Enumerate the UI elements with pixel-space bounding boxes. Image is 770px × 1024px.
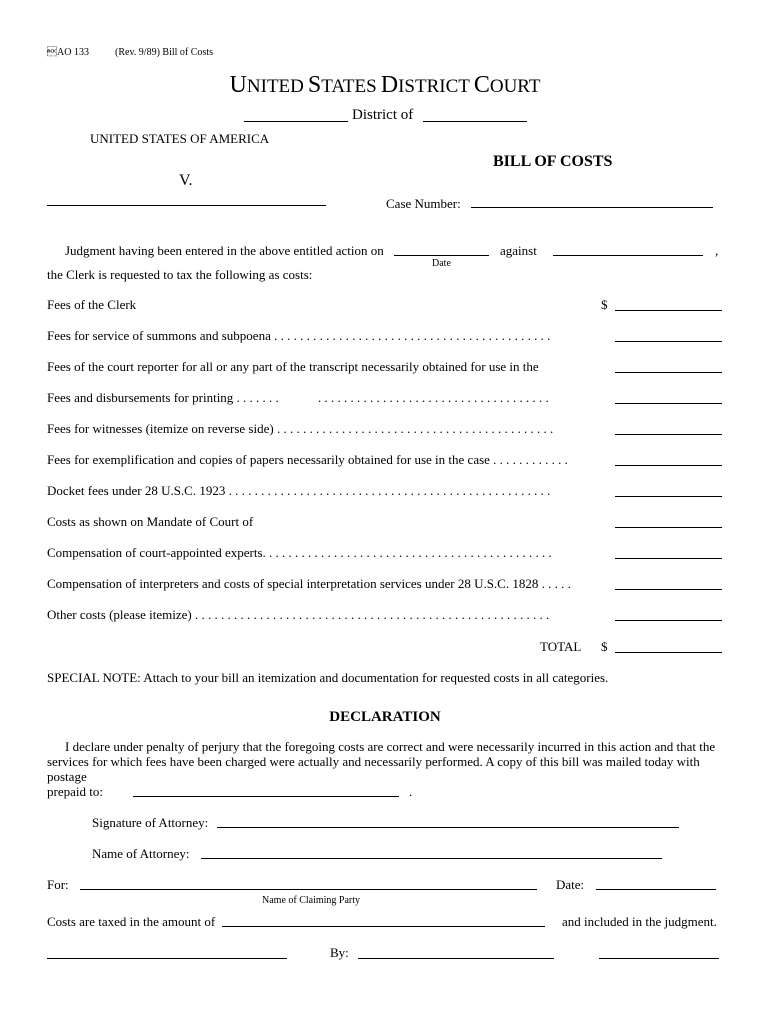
claiming-party-caption: Name of Claiming Party [262, 895, 361, 906]
taxed-amount-field[interactable] [222, 926, 545, 927]
signature-label: Signature of Attorney: [92, 815, 209, 830]
amount-field-experts[interactable] [615, 558, 722, 559]
taxed-date-field[interactable] [599, 958, 719, 959]
date-label: Date: [556, 877, 585, 892]
district-of-label: District of [352, 107, 414, 123]
cost-item-experts: Compensation of court-appointed experts. . . . . . . . . . . . . . . . . . . . . . . . . . . . . . . . . . . . . . . . . . . . . [47, 545, 552, 560]
district-field[interactable] [423, 121, 527, 122]
amount-field-interpreters[interactable] [615, 589, 722, 590]
amount-field-printing[interactable] [615, 403, 722, 404]
clerk-of-court-field[interactable] [47, 958, 287, 959]
printing-dots: . . . . . . . . . . . . . . . . . . . . . . . . . . . . . . . . . . . . [318, 390, 549, 405]
declaration-prepaid-label: prepaid to: [47, 784, 103, 799]
claiming-party-field[interactable] [80, 889, 537, 890]
cost-item-witnesses: Fees for witnesses (itemize on reverse side) . . . . . . . . . . . . . . . . . . . . . . . . . . . . . . . . . . . . . . . . . . . [47, 421, 554, 436]
clerk-request-text: the Clerk is requested to tax the following as costs: [47, 267, 313, 282]
cost-item-reporter: Fees of the court reporter for all or any part of the transcript necessarily obtained for use in the [47, 359, 539, 374]
date-caption: Date [432, 258, 451, 269]
case-number-field[interactable] [471, 207, 713, 208]
district-name-field[interactable] [244, 121, 348, 122]
mailed-to-field[interactable] [133, 796, 399, 797]
amount-field-docket[interactable] [615, 496, 722, 497]
declaration-heading: DECLARATION [329, 709, 441, 725]
declaration-line-3: postage [47, 769, 87, 784]
amount-field-other[interactable] [615, 620, 722, 621]
total-dollar-sign: $ [601, 639, 608, 654]
cost-item-printing: Fees and disbursements for printing . . . . . . . [47, 390, 279, 405]
amount-field-mandate[interactable] [615, 527, 722, 528]
cost-item-other: Other costs (please itemize) . . . . . . . . . . . . . . . . . . . . . . . . . . . . . . . . . . . . . . . . . . . . . . . . . . . . . . . [47, 607, 550, 622]
amount-field-exemplification[interactable] [615, 465, 722, 466]
included-label: and included in the judgment. [562, 914, 717, 929]
attorney-name-label: Name of Attorney: [92, 846, 190, 861]
for-label: For: [47, 877, 69, 892]
cost-item-mandate: Costs as shown on Mandate of Court of [47, 514, 254, 529]
cost-item-docket: Docket fees under 28 U.S.C. 1923 . . . . . . . . . . . . . . . . . . . . . . . . . . . . . . . . . . . . . . . . . . . . . . . . . . [47, 483, 551, 498]
total-amount-field[interactable] [615, 652, 722, 653]
amount-field-summons[interactable] [615, 341, 722, 342]
declaration-line-1: I declare under penalty of perjury that the foregoing costs are correct and were necessarily incurred in this action and that the [65, 739, 716, 754]
amount-field-reporter[interactable] [615, 372, 722, 373]
cost-item-exemplification: Fees for exemplification and copies of papers necessarily obtained for use in the case . . . . . . . . . . . . [47, 452, 568, 467]
cost-item-summons: Fees for service of summons and subpoena . . . . . . . . . . . . . . . . . . . . . . . . . . . . . . . . . . . . . . . . . . . [47, 328, 551, 343]
form-code: AO 133 [47, 47, 89, 58]
against-label: against [500, 243, 537, 258]
against-party-field[interactable] [553, 255, 703, 256]
court-title: UNITED STATES DISTRICT COURT [229, 72, 541, 98]
total-label: TOTAL [540, 639, 582, 654]
by-label: By: [330, 945, 349, 960]
plaintiff-name: UNITED STATES OF AMERICA [90, 131, 270, 146]
declaration-date-field[interactable] [596, 889, 716, 890]
judgment-comma: , [715, 243, 719, 258]
attorney-name-field[interactable] [201, 858, 662, 859]
versus-label: V. [179, 172, 193, 189]
defendant-field[interactable] [47, 205, 326, 206]
signature-field[interactable] [217, 827, 679, 828]
cost-item-clerk: Fees of the Clerk [47, 297, 137, 312]
amount-field-clerk[interactable] [615, 310, 722, 311]
judgment-date-field[interactable] [394, 255, 489, 256]
costs-taxed-label: Costs are taxed in the amount of [47, 914, 216, 929]
deputy-clerk-field[interactable] [358, 958, 554, 959]
judgment-text: Judgment having been entered in the above entitled action on [65, 243, 384, 258]
cost-item-interpreters: Compensation of interpreters and costs of special interpretation services under 28 U.S.C. 1828 . . . . . [47, 576, 571, 591]
bill-of-costs-title: BILL OF COSTS [493, 153, 613, 170]
special-note: SPECIAL NOTE: Attach to your bill an itemization and documentation for requested costs in all categories. [47, 670, 609, 685]
amount-field-witnesses[interactable] [615, 434, 722, 435]
dollar-sign: $ [601, 297, 608, 312]
form-revision: (Rev. 9/89) Bill of Costs [115, 47, 213, 58]
case-number-label: Case Number: [386, 196, 461, 211]
declaration-line-2: services for which fees have been charged were actually and necessarily performed. A copy of this bill was mailed today with [47, 754, 700, 769]
declaration-period: . [409, 784, 413, 799]
